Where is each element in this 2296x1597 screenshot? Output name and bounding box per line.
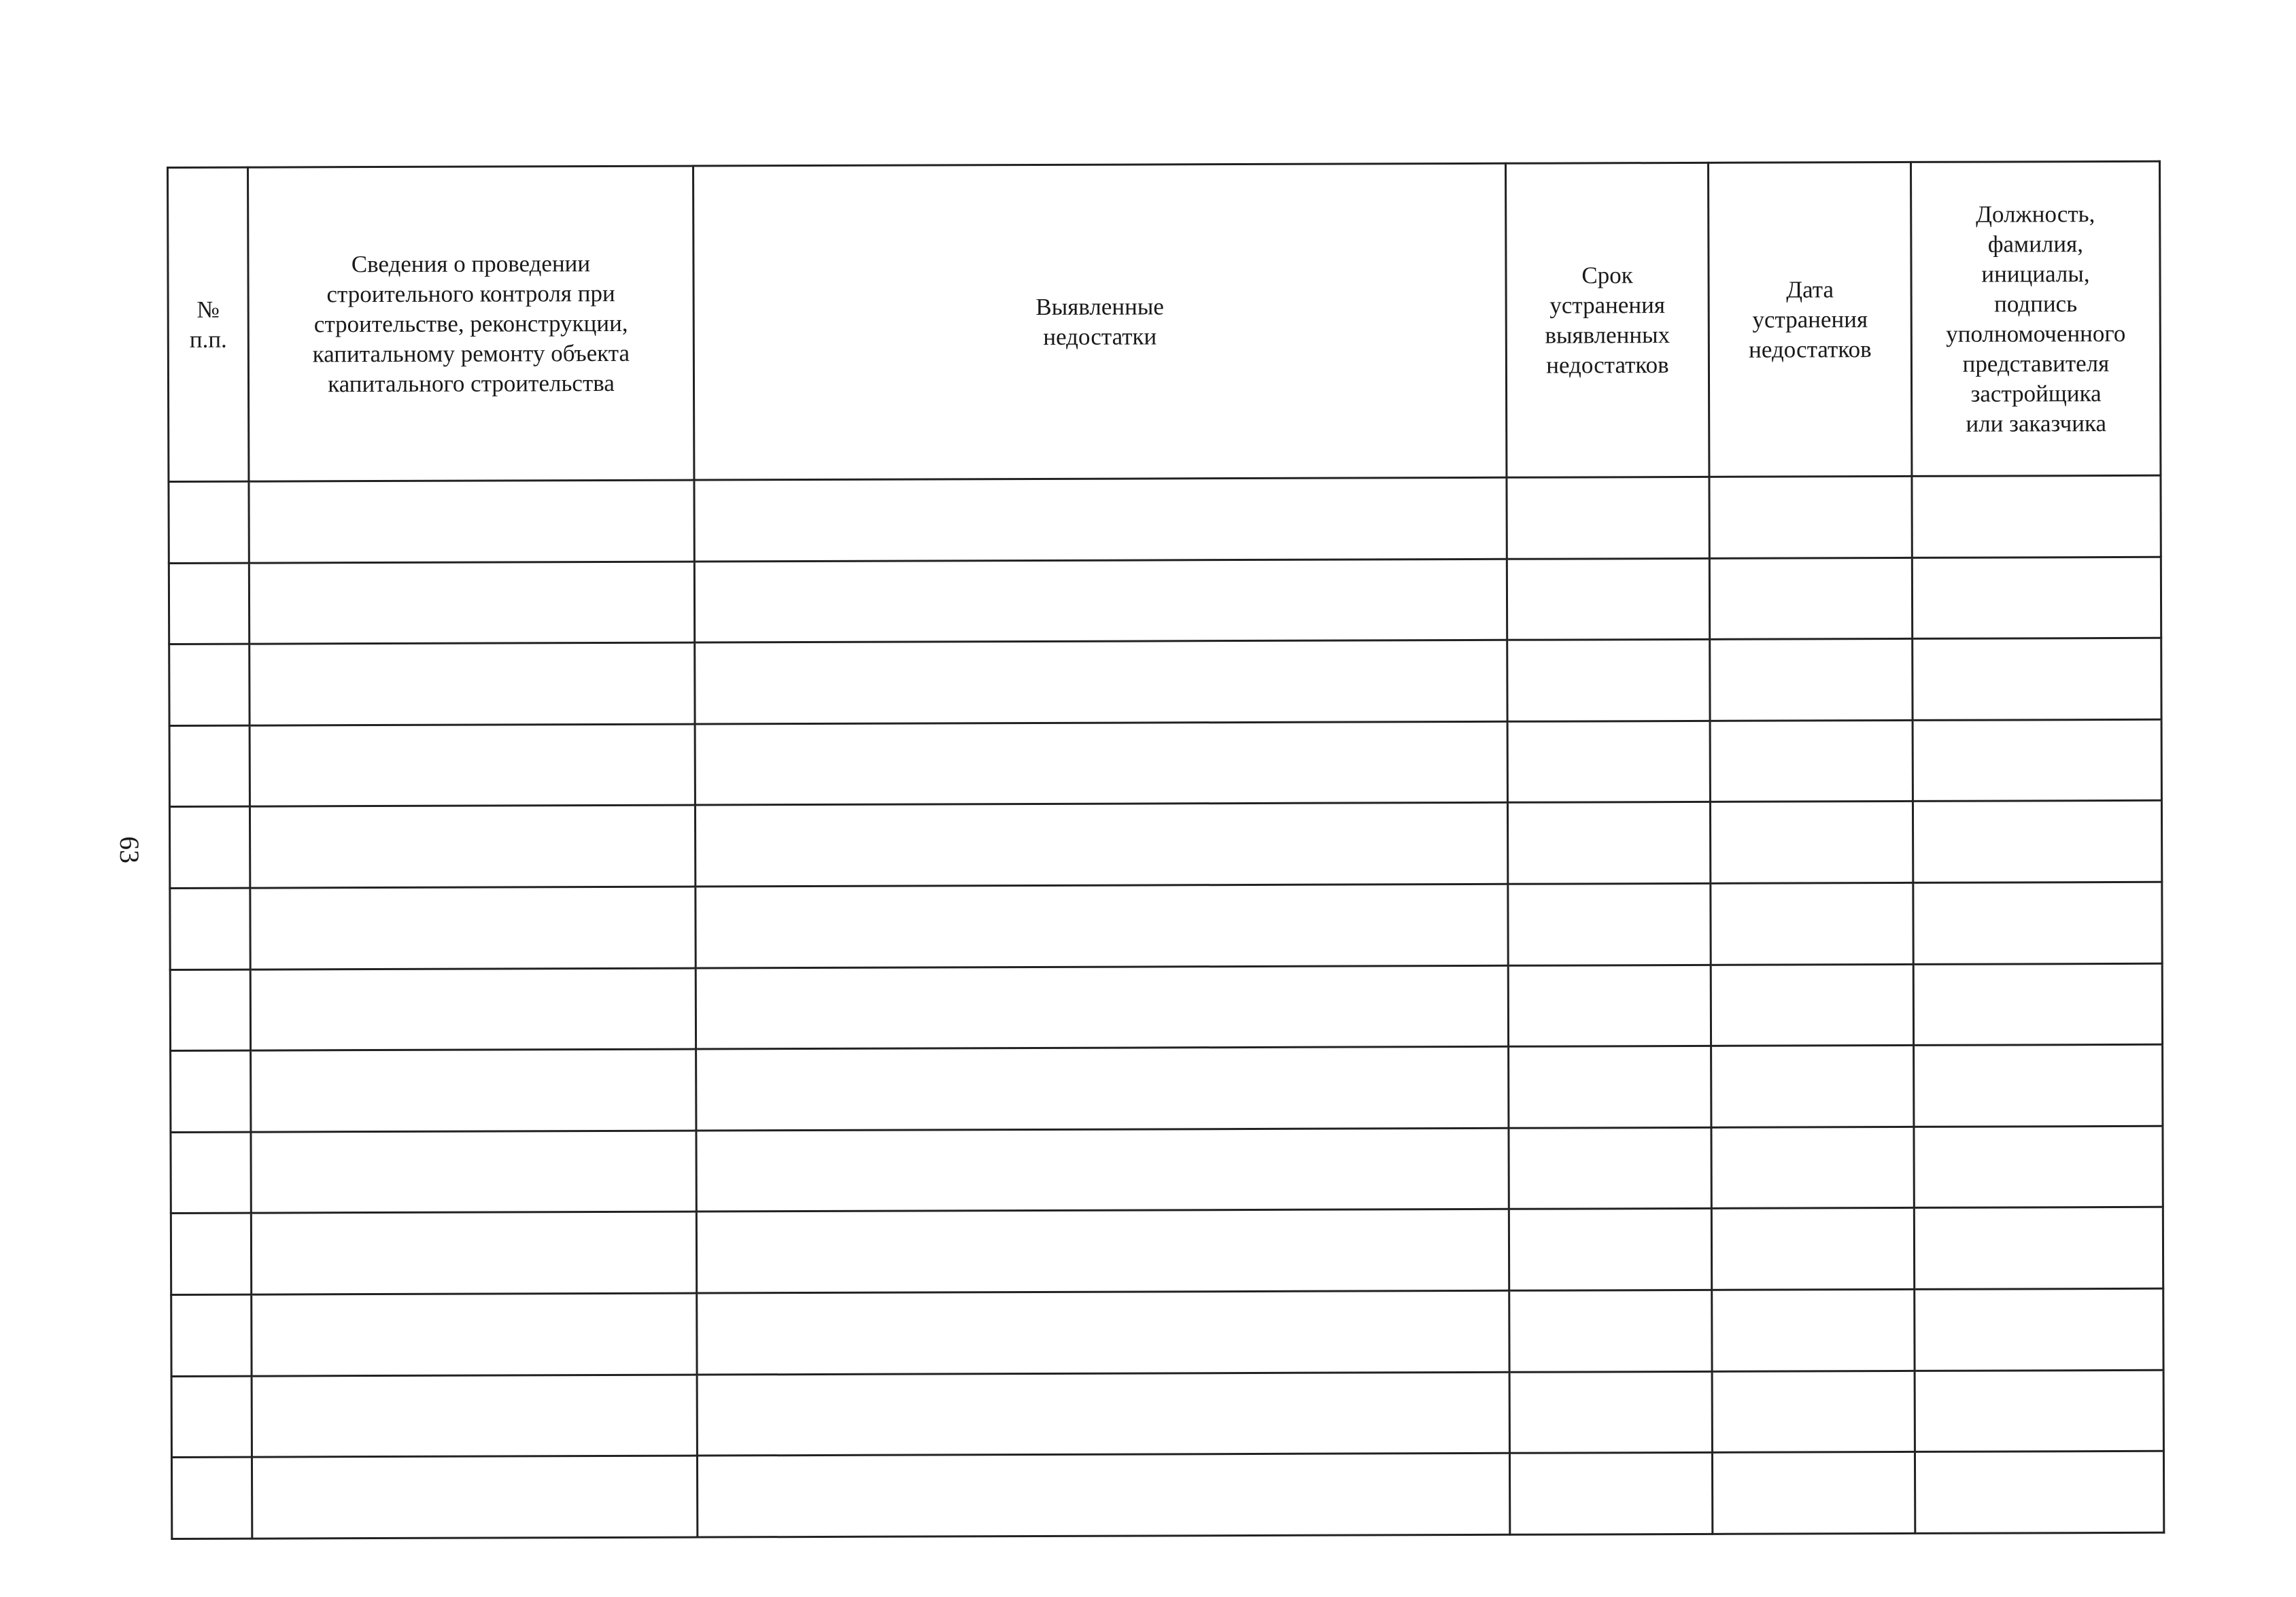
cell-correction-deadline[interactable] <box>1507 721 1710 803</box>
header-cell-correction-date: Дата устранения недостатков <box>1708 162 1911 477</box>
header-row <box>168 161 2161 481</box>
cell-representative-signature[interactable] <box>1915 1370 2163 1452</box>
cell-correction-date[interactable] <box>1712 1371 1915 1453</box>
cell-representative-signature[interactable] <box>1913 882 2162 964</box>
cell-identified-defects[interactable] <box>694 477 1507 561</box>
table-row <box>171 1045 2163 1133</box>
cell-correction-deadline[interactable] <box>1509 1371 1712 1454</box>
cell-representative-signature[interactable] <box>1914 1207 2163 1290</box>
table-row <box>171 1288 2163 1376</box>
cell-number[interactable] <box>171 1214 251 1295</box>
cell-number[interactable] <box>171 1376 252 1458</box>
cell-correction-date[interactable] <box>1710 802 1913 884</box>
cell-correction-date[interactable] <box>1712 1452 1915 1534</box>
cell-representative-signature[interactable] <box>1915 1452 2163 1534</box>
cell-identified-defects[interactable] <box>695 803 1507 887</box>
cell-number[interactable] <box>171 1132 251 1214</box>
cell-representative-signature[interactable] <box>1914 1126 2163 1208</box>
cell-construction-control-info[interactable] <box>249 480 694 563</box>
table-row <box>171 1370 2163 1458</box>
cell-correction-deadline[interactable] <box>1509 1453 1712 1535</box>
cell-representative-signature[interactable] <box>1914 1045 2163 1127</box>
table-row <box>171 1452 2163 1539</box>
page-number: 63 <box>114 836 145 863</box>
cell-construction-control-info[interactable] <box>252 1293 697 1376</box>
cell-construction-control-info[interactable] <box>250 642 695 725</box>
header-cell-representative-signature: Должность, фамилия, инициалы, подпись уполномоченного представителя застройщика или заказчика <box>1911 161 2160 476</box>
cell-correction-date[interactable] <box>1711 964 1913 1046</box>
cell-representative-signature[interactable] <box>1913 719 2161 802</box>
cell-number[interactable] <box>170 969 250 1051</box>
cell-identified-defects[interactable] <box>696 1128 1509 1212</box>
cell-identified-defects[interactable] <box>697 1372 1509 1456</box>
header-cell-identified-defects: Выявленные недостатки <box>693 163 1507 480</box>
cell-number[interactable] <box>169 563 249 645</box>
cell-correction-date[interactable] <box>1709 557 1912 640</box>
table-row <box>170 882 2162 969</box>
cell-construction-control-info[interactable] <box>252 1375 697 1458</box>
cell-correction-date[interactable] <box>1710 639 1913 721</box>
cell-correction-deadline[interactable] <box>1507 640 1710 722</box>
cell-correction-date[interactable] <box>1711 1208 1914 1290</box>
cell-correction-deadline[interactable] <box>1509 1209 1711 1291</box>
table-row <box>169 719 2161 807</box>
cell-construction-control-info[interactable] <box>250 805 695 888</box>
table-row <box>169 475 2161 563</box>
cell-correction-deadline[interactable] <box>1507 802 1710 885</box>
cell-representative-signature[interactable] <box>1913 801 2161 883</box>
cell-construction-control-info[interactable] <box>250 887 696 969</box>
cell-number[interactable] <box>169 481 249 563</box>
cell-identified-defects[interactable] <box>696 965 1508 1049</box>
cell-correction-deadline[interactable] <box>1507 558 1709 640</box>
cell-representative-signature[interactable] <box>1915 1288 2163 1371</box>
table-body <box>169 475 2164 1539</box>
cell-correction-deadline[interactable] <box>1508 965 1711 1047</box>
cell-correction-date[interactable] <box>1711 1127 1914 1209</box>
table-row <box>169 557 2161 645</box>
cell-identified-defects[interactable] <box>696 884 1508 967</box>
cell-construction-control-info[interactable] <box>250 724 695 807</box>
cell-representative-signature[interactable] <box>1913 638 2161 721</box>
cell-construction-control-info[interactable] <box>252 1456 697 1539</box>
cell-number[interactable] <box>169 807 250 889</box>
cell-identified-defects[interactable] <box>696 1047 1509 1131</box>
cell-correction-deadline[interactable] <box>1508 883 1711 965</box>
cell-identified-defects[interactable] <box>695 721 1507 805</box>
cell-construction-control-info[interactable] <box>250 968 696 1051</box>
table-row <box>170 963 2162 1051</box>
cell-correction-date[interactable] <box>1711 882 1913 965</box>
cell-correction-deadline[interactable] <box>1509 1127 1711 1209</box>
table-row <box>171 1207 2163 1295</box>
cell-identified-defects[interactable] <box>697 1454 1509 1537</box>
cell-representative-signature[interactable] <box>1913 963 2162 1046</box>
cell-number[interactable] <box>171 1294 252 1376</box>
cell-identified-defects[interactable] <box>694 559 1507 642</box>
cell-identified-defects[interactable] <box>695 640 1507 724</box>
cell-construction-control-info[interactable] <box>251 1212 696 1295</box>
cell-number[interactable] <box>169 725 250 807</box>
cell-number[interactable] <box>170 888 250 969</box>
cell-identified-defects[interactable] <box>697 1290 1509 1374</box>
header-cell-number: № п.п. <box>168 167 249 481</box>
cell-number[interactable] <box>169 644 250 725</box>
cell-correction-deadline[interactable] <box>1507 477 1709 559</box>
inspection-form-table <box>167 160 2165 1540</box>
cell-correction-date[interactable] <box>1712 1290 1915 1372</box>
cell-correction-date[interactable] <box>1711 1046 1914 1128</box>
table-row <box>171 1126 2163 1214</box>
cell-correction-date[interactable] <box>1710 720 1913 802</box>
cell-correction-deadline[interactable] <box>1509 1046 1711 1129</box>
cell-correction-date[interactable] <box>1709 476 1912 558</box>
table-row <box>169 638 2161 726</box>
cell-number[interactable] <box>171 1050 251 1132</box>
cell-representative-signature[interactable] <box>1912 475 2161 557</box>
table-row <box>169 801 2161 889</box>
header-cell-construction-control-info: Сведения о проведении строительного контроля при строительстве, реконструкции, капитальному ремонту объекта капитального строительства <box>248 166 694 481</box>
cell-construction-control-info[interactable] <box>249 562 694 645</box>
table-header <box>168 161 2161 481</box>
cell-construction-control-info[interactable] <box>251 1049 696 1132</box>
cell-correction-deadline[interactable] <box>1509 1290 1712 1372</box>
cell-identified-defects[interactable] <box>696 1209 1509 1293</box>
cell-number[interactable] <box>171 1457 252 1539</box>
header-cell-correction-deadline: Срок устранения выявленных недостатков <box>1505 162 1709 477</box>
cell-construction-control-info[interactable] <box>251 1131 696 1214</box>
cell-representative-signature[interactable] <box>1912 557 2161 639</box>
